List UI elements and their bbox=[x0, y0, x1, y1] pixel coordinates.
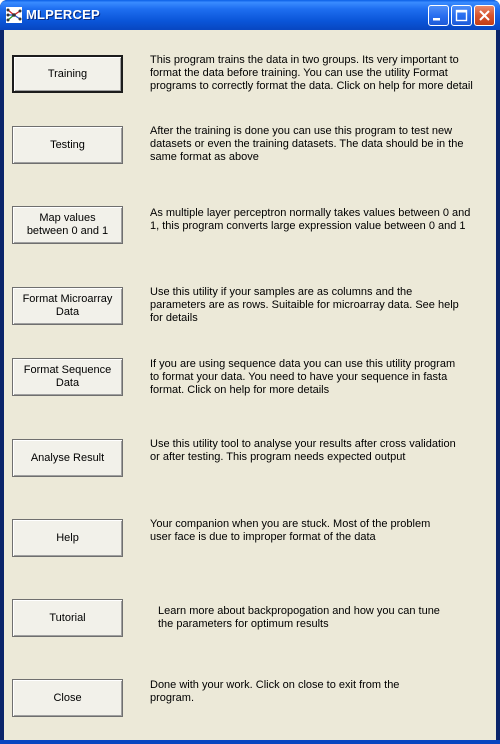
testing-button[interactable]: Testing bbox=[12, 126, 123, 164]
analyse-result-button[interactable]: Analyse Result bbox=[12, 439, 123, 477]
help-button[interactable]: Help bbox=[12, 519, 123, 557]
format-sequence-button[interactable]: Format Sequence Data bbox=[12, 358, 123, 396]
training-description: This program trains the data in two groups. Its very important to format the data before training. You can use the utility Format programs to correctly format the data. Click on help for more detail bbox=[150, 54, 473, 92]
window-frame-bottom bbox=[0, 740, 500, 744]
analyse-result-description: Use this utility tool to analyse your results after cross validation or after testing. This program needs expected output bbox=[150, 438, 456, 463]
training-button[interactable]: Training bbox=[12, 55, 123, 93]
title-bar[interactable] bbox=[0, 0, 500, 30]
format-sequence-description: If you are using sequence data you can use this utility program to format your data. You need to have your sequence in fasta format. Click on help for more details bbox=[150, 358, 456, 396]
tutorial-description: Learn more about backpropogation and how you can tune the parameters for optimum results bbox=[158, 605, 440, 630]
maximize-button[interactable] bbox=[451, 5, 472, 26]
format-microarray-button[interactable]: Format Microarray Data bbox=[12, 287, 123, 325]
client-area bbox=[4, 30, 496, 740]
minimize-icon bbox=[429, 6, 448, 25]
close-window-button[interactable] bbox=[474, 5, 495, 26]
format-microarray-description: Use this utility if your samples are as columns and the parameters are as rows. Suitaible for microarray data. See help for details bbox=[150, 286, 459, 324]
window-title: MLPERCEP bbox=[26, 7, 100, 22]
app-icon bbox=[6, 7, 22, 23]
close-description: Done with your work. Click on close to exit from the program. bbox=[150, 679, 400, 704]
maximize-icon bbox=[452, 6, 471, 25]
close-icon bbox=[475, 6, 494, 25]
minimize-button[interactable] bbox=[428, 5, 449, 26]
close-button[interactable]: Close bbox=[12, 679, 123, 717]
help-description: Your companion when you are stuck. Most of the problem user face is due to improper format of the data bbox=[150, 518, 431, 543]
tutorial-button[interactable]: Tutorial bbox=[12, 599, 123, 637]
testing-description: After the training is done you can use this program to test new datasets or even the training datasets. The data should be in the same format as above bbox=[150, 125, 464, 163]
map-values-description: As multiple layer perceptron normally takes values between 0 and 1, this program converts large expression value between 0 and 1 bbox=[150, 207, 471, 232]
map-values-button[interactable]: Map values between 0 and 1 bbox=[12, 206, 123, 244]
